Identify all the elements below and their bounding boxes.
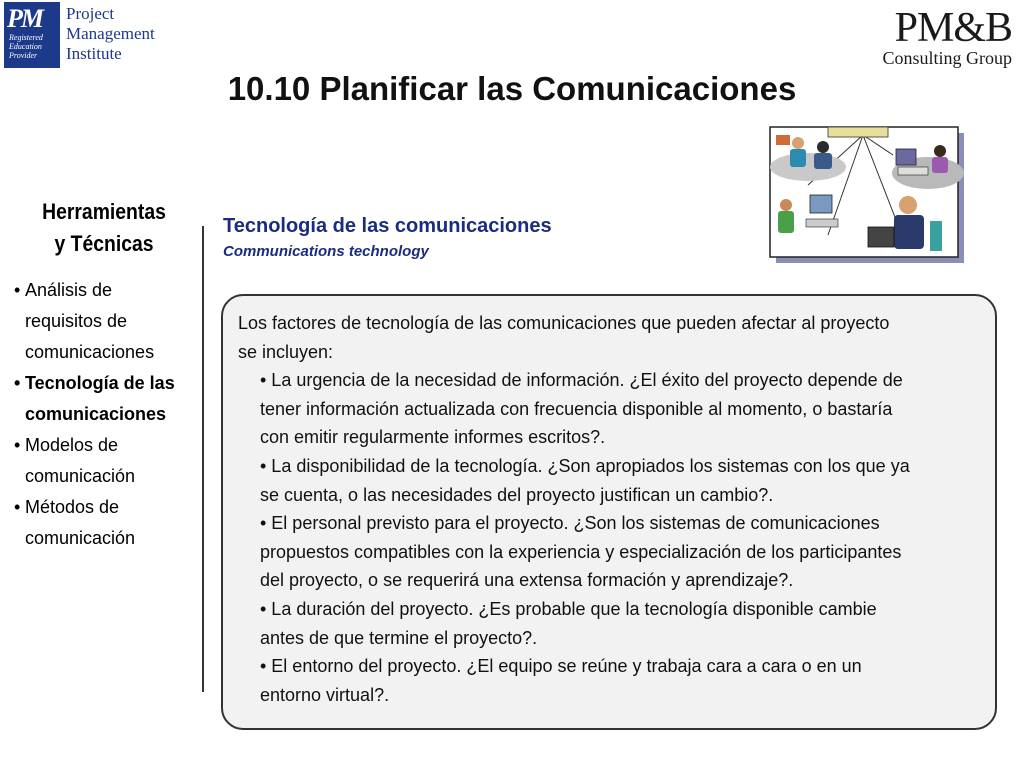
content-bullet-line: • La duración del proyecto. ¿Es probable que la tecnología disponible cambie [260, 598, 877, 619]
content-intro-line: se incluyen: [238, 341, 334, 362]
content-bullet-line: • El personal previsto para el proyecto. ¿Son los sistemas de comunicaciones [260, 513, 880, 534]
pmi-mark [4, 2, 60, 68]
content-box [221, 294, 997, 730]
pmi-logo-text: Project Management Institute [66, 4, 155, 63]
people-computers-illustration [768, 125, 966, 265]
pmi-mark-text: PM [7, 4, 42, 33]
sidebar-item-modelos: • Modelos de comunicación [14, 435, 136, 486]
pmb-logo-sub: Consulting Group [882, 48, 1012, 68]
sidebar-list [14, 275, 200, 554]
sidebar-item-metodos: • Métodos de comunicación [14, 497, 136, 548]
pmb-logo [862, 5, 1012, 68]
sidebar-item-tecnologia: • Tecnología de las comunicaciones [14, 373, 175, 424]
section-subtitle: Communications technology [223, 243, 429, 260]
content-bullet-line: • La urgencia de la necesidad de información. ¿El éxito del proyecto depende de [260, 370, 903, 391]
pmb-logo-main: PM&B [894, 5, 1012, 51]
section-title: Tecnología de las comunicaciones [223, 215, 552, 237]
pmi-registered-text: Registered Education Provider [9, 33, 43, 60]
pmi-logo [4, 2, 155, 68]
content-bullet-line: antes de que termine el proyecto?. [260, 627, 538, 648]
page-title: 10.10 Planificar las Comunicaciones [227, 70, 797, 107]
content-bullet-line: propuestos compatibles con la experiencia y especialización de los participantes [260, 541, 902, 562]
sidebar-item-analisis: • Análisis de requisitos de comunicaciones [14, 280, 155, 362]
content-bullet-line: con emitir regularmente informes escritos?. [260, 427, 606, 448]
content-bullet-line: entorno virtual?. [260, 684, 390, 705]
content-intro-line: Los factores de tecnología de las comunicaciones que pueden afectar al proyecto [238, 313, 890, 333]
sidebar-heading: Herramientas y Técnicas [42, 199, 166, 256]
content-bullet-line: del proyecto, o se requerirá una extensa formación y aprendizaje?. [260, 570, 794, 591]
content-bullet-line: • El entorno del proyecto. ¿El equipo se reúne y trabaja cara a cara o en un [260, 656, 862, 677]
content-bullet-line: tener información actualizada con frecuencia disponible al momento, o bastaría [260, 398, 893, 419]
content-bullet-line: se cuenta, o las necesidades del proyecto justifican un cambio?. [260, 484, 774, 505]
content-bullet-line: • La disponibilidad de la tecnología. ¿Son apropiados los sistemas con los que ya [260, 455, 910, 476]
sidebar-divider [202, 226, 204, 692]
